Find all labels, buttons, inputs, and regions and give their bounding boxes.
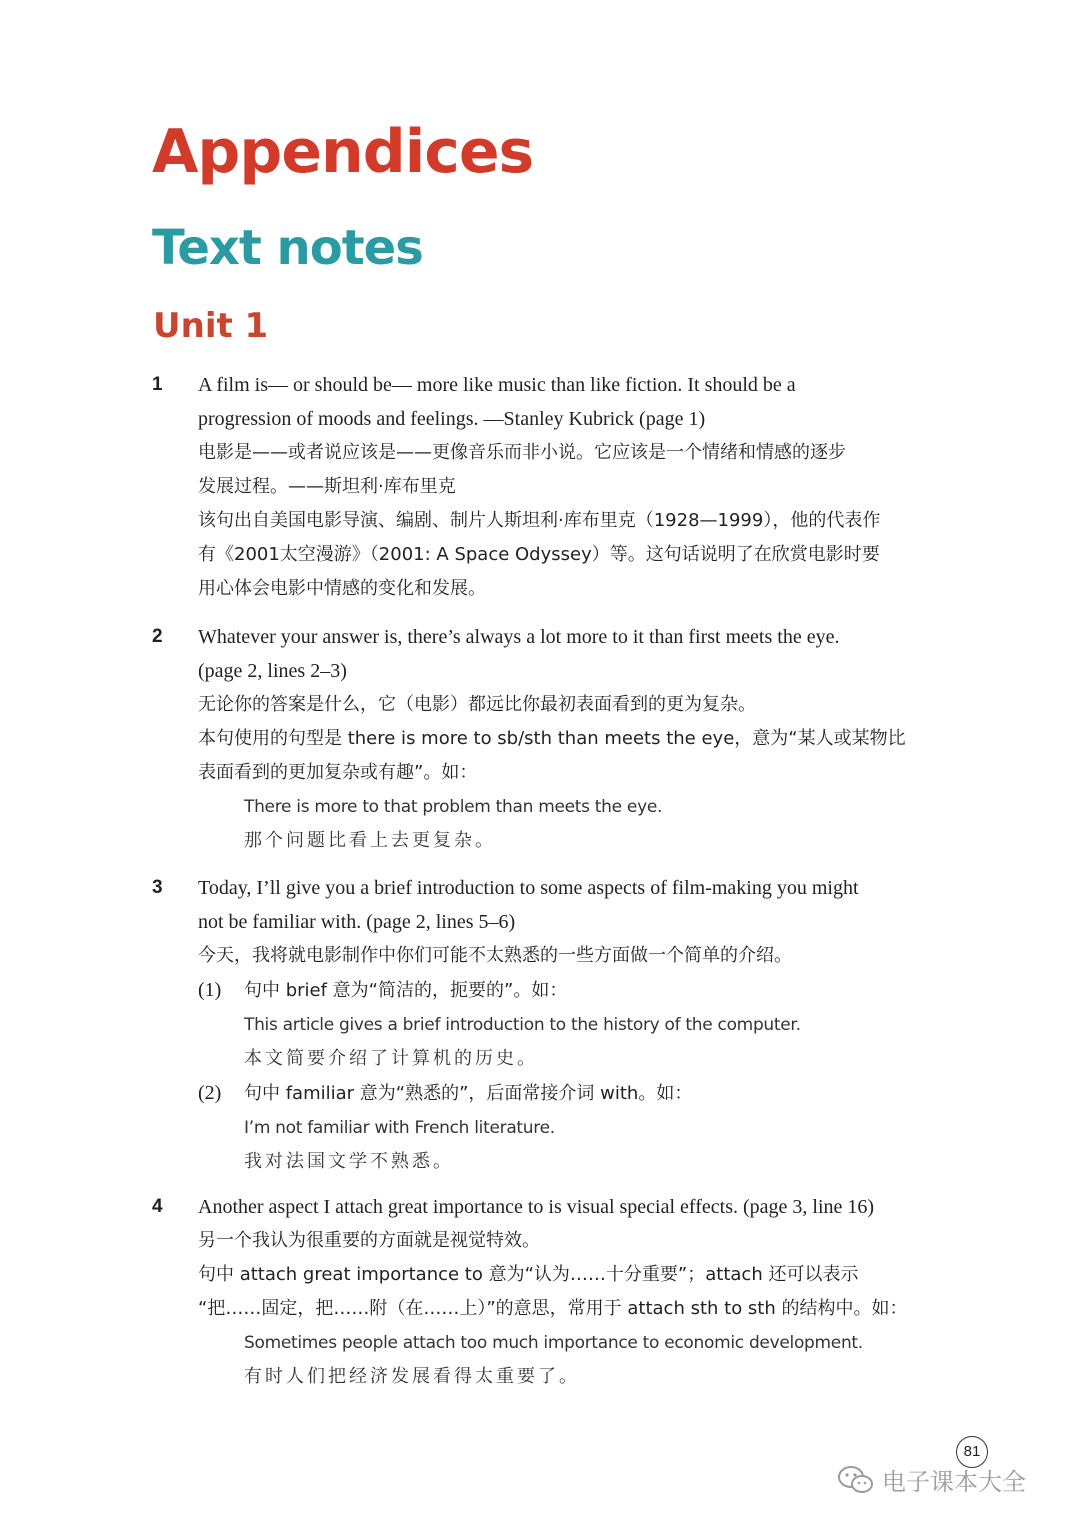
appendices-heading: Appendices	[152, 117, 534, 187]
example-sentence: Sometimes people attach too much importance to economic development.	[244, 1333, 863, 1353]
sub-note-marker: (2)	[198, 1082, 222, 1104]
sub-note-2	[198, 1076, 922, 1111]
note-zh-line: 该句出自美国电影导演、编剧、制片人斯坦利·库布里克（1928—1999），他的代表作	[198, 510, 881, 531]
note-zh-line: 发展过程。——斯坦利·库布里克	[198, 476, 456, 497]
note-number: 3	[152, 877, 163, 898]
note-zh-line: 表面看到的更加复杂或有趣”。如：	[198, 762, 478, 783]
note-en-line: Today, I’ll give you a brief introduction to some aspects of film-making you might	[198, 877, 859, 899]
page-number: 81	[956, 1436, 988, 1468]
watermark	[836, 1462, 1026, 1497]
note-zh-line: 今天，我将就电影制作中你们可能不太熟悉的一些方面做一个简单的介绍。	[198, 945, 792, 966]
note-number: 4	[152, 1196, 163, 1217]
note-zh-line: 有《2001太空漫游》（2001: A Space Odyssey）等。这句话说明了在欣赏电影时要	[198, 544, 880, 565]
note-en-line: progression of moods and feelings. —Stanley Kubrick (page 1)	[198, 408, 706, 430]
note-zh-line: 用心体会电影中情感的变化和发展。	[198, 578, 486, 599]
example-translation: 我对法国文学不熟悉。	[244, 1151, 454, 1172]
note-en-line: not be familiar with. (page 2, lines 5–6)	[198, 911, 516, 933]
note-zh-line: 无论你的答案是什么，它（电影）都远比你最初表面看到的更为复杂。	[198, 694, 756, 715]
text-notes-heading: Text notes	[152, 220, 423, 276]
watermark-text: 电子课本大全	[882, 1468, 1026, 1496]
note-zh-line: “把……固定，把……附（在……上）”的意思，常用于 attach sth to sth 的结构中。如：	[198, 1298, 908, 1319]
note-zh-line: 句中 attach great importance to 意为“认为……十分重要”；attach 还可以表示	[198, 1264, 859, 1285]
example-translation: 本文简要介绍了计算机的历史。	[244, 1048, 538, 1069]
note-en-line: Whatever your answer is, there’s always a lot more to it than first meets the eye.	[198, 626, 840, 648]
note-1	[152, 368, 922, 606]
wechat-icon	[836, 1465, 876, 1495]
example-translation: 那个问题比看上去更复杂。	[244, 830, 496, 851]
sub-note-marker: (1)	[198, 979, 222, 1001]
note-zh-line: 另一个我认为很重要的方面就是视觉特效。	[198, 1230, 540, 1251]
note-zh-line: 电影是——或者说应该是——更像音乐而非小说。它应该是一个情绪和情感的逐步	[198, 442, 846, 463]
note-2	[152, 620, 922, 858]
example-sentence: There is more to that problem than meets the eye.	[244, 797, 663, 817]
unit-heading: Unit 1	[153, 306, 269, 346]
note-4	[152, 1190, 922, 1394]
note-3	[152, 871, 922, 1179]
note-zh-line: 本句使用的句型是 there is more to sb/sth than meets the eye，意为“某人或某物比	[198, 728, 906, 749]
example-sentence: This article gives a brief introduction to the history of the computer.	[244, 1015, 801, 1035]
note-number: 1	[152, 374, 163, 395]
note-en-line: A film is— or should be— more like music than like fiction. It should be a	[198, 374, 796, 396]
sub-note-1	[198, 973, 922, 1008]
sub-note-text: 句中 brief 意为“简洁的，扼要的”。如：	[244, 980, 568, 1001]
example-translation: 有时人们把经济发展看得太重要了。	[244, 1366, 580, 1387]
note-en-line: (page 2, lines 2–3)	[198, 660, 347, 682]
example-sentence: I’m not familiar with French literature.	[244, 1118, 555, 1138]
note-en-line: Another aspect I attach great importance to is visual special effects. (page 3, line 16)	[198, 1196, 875, 1218]
note-number: 2	[152, 626, 163, 647]
sub-note-text: 句中 familiar 意为“熟悉的”，后面常接介词 with。如：	[244, 1083, 693, 1104]
